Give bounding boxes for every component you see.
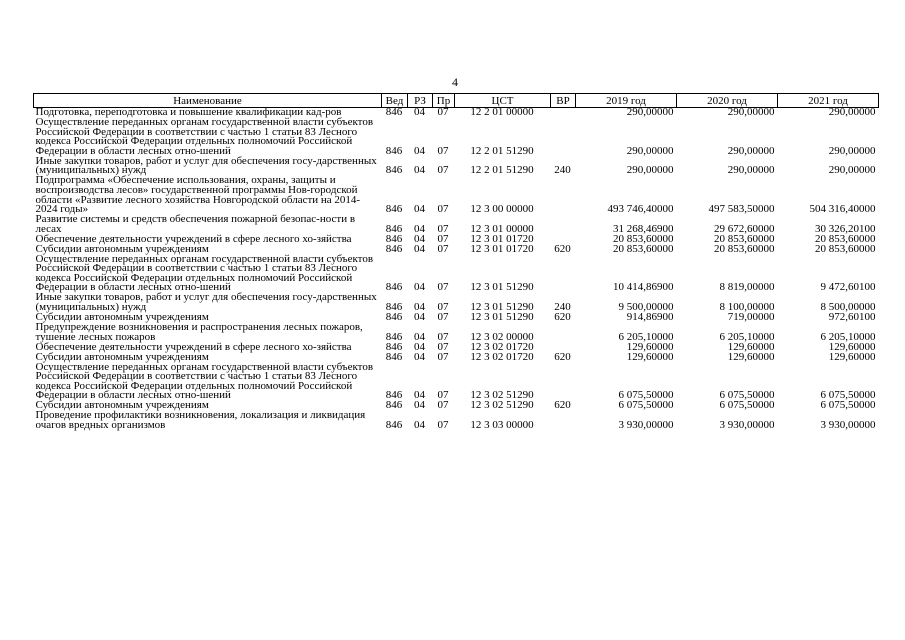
cell-cst: 12 3 01 51290 bbox=[470, 310, 534, 323]
cell-2020: 6 075,50000 bbox=[719, 389, 775, 402]
cell-2019: 129,60000 bbox=[626, 350, 674, 363]
cell-2020: 497 583,50000 bbox=[708, 203, 775, 216]
cell-2021: 6 075,50000 bbox=[820, 389, 876, 402]
cell-pr: 07 bbox=[437, 399, 449, 412]
cell-ved: 846 bbox=[385, 232, 403, 245]
cell-vr bbox=[551, 176, 576, 215]
cell-pr: 07 bbox=[437, 340, 449, 353]
cell-pr: 07 bbox=[437, 389, 449, 402]
cell-name: Обеспечение деятельности учреждений в сфере лесного хо-зяйства bbox=[35, 232, 352, 245]
cell-2021: 290,00000 bbox=[828, 106, 876, 118]
header-pr: Пр bbox=[433, 94, 455, 108]
cell-name: Осуществление переданных органам государственной власти субъектов Российской Федерации в соответствии с частью 1 статьи 83 Лесного кодекса Российской Федерации отдельных полномочий Российской Федерации в области лесных отно-шений bbox=[35, 252, 374, 294]
cell-2020: 719,00000 bbox=[727, 310, 775, 323]
cell-name: Проведение профилактики возникновения, локализация и ликвидация очагов вредных организмов bbox=[35, 409, 366, 431]
cell-name: Подпрограмма «Обеспечение использования, охраны, защиты и воспроизводства лесов» государственной программы Нов-городской области «Развитие лесного хозяйства Новгородской области на 2014-2024 годы» bbox=[35, 174, 361, 216]
cell-2021: 972,60100 bbox=[828, 310, 876, 323]
cell-2020: 290,00000 bbox=[727, 144, 775, 157]
cell-ved: 846 bbox=[385, 399, 403, 412]
cell-2021: 3 930,00000 bbox=[820, 418, 876, 431]
cell-pr: 07 bbox=[437, 281, 449, 294]
cell-2020: 20 853,60000 bbox=[714, 242, 775, 255]
cell-cst: 12 3 00 00000 bbox=[470, 203, 534, 216]
cell-2021: 290,00000 bbox=[828, 164, 876, 177]
cell-2021: 9 472,60100 bbox=[820, 281, 876, 294]
cell-2019: 6 205,10000 bbox=[618, 330, 674, 343]
header-cst: ЦСТ bbox=[455, 94, 551, 108]
cell-vr: 620 bbox=[554, 242, 571, 255]
cell-rz: 04 bbox=[414, 242, 425, 255]
cell-ved: 846 bbox=[385, 222, 403, 235]
cell-rz: 04 bbox=[414, 310, 425, 323]
cell-2020: 20 853,60000 bbox=[714, 232, 775, 245]
table-row bbox=[34, 118, 879, 157]
cell-vr bbox=[551, 118, 576, 157]
cell-2019: 129,60000 bbox=[626, 340, 674, 353]
cell-pr: 07 bbox=[437, 310, 449, 323]
cell-vr: 620 bbox=[554, 310, 571, 323]
cell-cst: 12 3 03 00000 bbox=[470, 418, 534, 431]
table-row bbox=[34, 255, 879, 294]
cell-2019: 493 746,40000 bbox=[607, 203, 674, 216]
cell-name: Иные закупки товаров, работ и услуг для обеспечения госу-дарственных (муниципальных) нужд bbox=[35, 154, 377, 177]
cell-vr: 620 bbox=[554, 399, 571, 412]
page-number: 4 bbox=[452, 75, 458, 89]
cell-rz: 04 bbox=[414, 418, 425, 431]
cell-2019: 290,00000 bbox=[626, 144, 674, 157]
cell-pr: 07 bbox=[437, 330, 449, 343]
cell-rz: 04 bbox=[414, 281, 425, 294]
cell-ved: 846 bbox=[385, 144, 403, 157]
table-row bbox=[34, 363, 879, 402]
cell-vr: 620 bbox=[554, 350, 571, 363]
cell-cst: 12 3 01 51290 bbox=[470, 301, 534, 313]
table-row bbox=[34, 215, 879, 235]
cell-2021: 6 205,10000 bbox=[820, 330, 876, 343]
cell-2021: 290,00000 bbox=[828, 144, 876, 157]
cell-pr: 07 bbox=[437, 418, 449, 431]
cell-2019: 20 853,60000 bbox=[613, 242, 674, 255]
cell-rz: 04 bbox=[414, 350, 425, 363]
cell-name: Субсидии автономным учреждениям bbox=[35, 310, 209, 323]
cell-ved: 846 bbox=[385, 389, 403, 402]
cell-cst: 12 3 02 00000 bbox=[470, 330, 534, 343]
cell-name: Субсидии автономным учреждениям bbox=[35, 399, 209, 412]
cell-2019: 290,00000 bbox=[626, 106, 674, 118]
cell-rz: 04 bbox=[414, 106, 425, 118]
cell-cst: 12 3 02 51290 bbox=[470, 389, 534, 402]
cell-vr bbox=[551, 215, 576, 235]
cell-pr: 07 bbox=[437, 106, 449, 118]
cell-ved: 846 bbox=[385, 301, 403, 313]
cell-2021: 129,60000 bbox=[828, 350, 876, 363]
cell-2019: 290,00000 bbox=[626, 164, 674, 177]
cell-2019: 10 414,86900 bbox=[613, 281, 674, 294]
cell-name: Осуществление переданных органам государственной власти субъектов Российской Федерации в соответствии с частью 1 статьи 83 Лесного кодекса Российской Федерации отдельных полномочий Российской Федерации в области лесных отно-шений bbox=[35, 360, 374, 402]
cell-2020: 290,00000 bbox=[727, 164, 775, 177]
cell-pr: 07 bbox=[437, 301, 449, 313]
cell-2019: 6 075,50000 bbox=[618, 389, 674, 402]
cell-pr: 07 bbox=[437, 144, 449, 157]
cell-rz: 04 bbox=[414, 340, 425, 353]
cell-ved: 846 bbox=[385, 164, 403, 177]
cell-2020: 8 100,00000 bbox=[719, 301, 775, 313]
cell-name: Развитие системы и средств обеспечения пожарной безопас-ности в лесах bbox=[35, 213, 356, 235]
cell-2020: 29 672,60000 bbox=[714, 222, 775, 235]
cell-vr: 240 bbox=[554, 301, 571, 313]
cell-2020: 290,00000 bbox=[727, 106, 775, 118]
cell-vr: 240 bbox=[554, 164, 571, 177]
cell-2019: 6 075,50000 bbox=[618, 399, 674, 412]
cell-pr: 07 bbox=[437, 232, 449, 245]
cell-vr bbox=[551, 255, 576, 294]
cell-pr: 07 bbox=[437, 203, 449, 216]
cell-2021: 20 853,60000 bbox=[815, 232, 876, 245]
cell-name: Иные закупки товаров, работ и услуг для обеспечения госу-дарственных (муниципальных) нужд bbox=[35, 291, 377, 313]
cell-ved: 846 bbox=[385, 281, 403, 294]
header-rz: РЗ bbox=[408, 94, 433, 108]
cell-2019: 20 853,60000 bbox=[613, 232, 674, 245]
cell-name: Осуществление переданных органам государственной власти субъектов Российской Федерации в соответствии с частью 1 статьи 83 Лесного кодекса Российской Федерации отдельных полномочий Российской Федерации в области лесных отно-шений bbox=[35, 115, 374, 157]
cell-2021: 129,60000 bbox=[828, 340, 876, 353]
cell-ved: 846 bbox=[385, 330, 403, 343]
table-row bbox=[34, 176, 879, 215]
cell-pr: 07 bbox=[437, 242, 449, 255]
cell-ved: 846 bbox=[385, 340, 403, 353]
cell-rz: 04 bbox=[414, 203, 425, 216]
cell-vr bbox=[551, 363, 576, 402]
cell-pr: 07 bbox=[437, 164, 449, 177]
cell-2019: 9 500,00000 bbox=[618, 301, 674, 313]
cell-name: Субсидии автономным учреждениям bbox=[35, 350, 209, 363]
header-name: Наименование bbox=[34, 94, 382, 108]
cell-cst: 12 2 01 51290 bbox=[470, 164, 534, 177]
cell-rz: 04 bbox=[414, 330, 425, 343]
header-ved: Вед bbox=[382, 94, 408, 108]
cell-2021: 504 316,40000 bbox=[809, 203, 876, 216]
cell-2020: 8 819,00000 bbox=[719, 281, 775, 294]
cell-ved: 846 bbox=[385, 242, 403, 255]
header-2021: 2021 год bbox=[778, 94, 879, 108]
table-row bbox=[34, 411, 879, 431]
cell-pr: 07 bbox=[437, 350, 449, 363]
cell-cst: 12 2 01 00000 bbox=[470, 106, 534, 118]
cell-vr bbox=[551, 411, 576, 431]
cell-rz: 04 bbox=[414, 232, 425, 245]
cell-rz: 04 bbox=[414, 144, 425, 157]
cell-ved: 846 bbox=[385, 106, 403, 118]
cell-cst: 12 3 01 51290 bbox=[470, 281, 534, 294]
budget-table bbox=[33, 93, 879, 431]
cell-rz: 04 bbox=[414, 399, 425, 412]
cell-ved: 846 bbox=[385, 310, 403, 323]
cell-2021: 8 500,00000 bbox=[820, 301, 876, 313]
cell-2021: 30 326,20100 bbox=[815, 222, 876, 235]
cell-cst: 12 3 01 01720 bbox=[470, 232, 534, 245]
header-2020: 2020 год bbox=[677, 94, 778, 108]
cell-vr bbox=[551, 108, 576, 118]
cell-2020: 6 075,50000 bbox=[719, 399, 775, 412]
cell-rz: 04 bbox=[414, 164, 425, 177]
cell-cst: 12 3 02 51290 bbox=[470, 399, 534, 412]
cell-name: Подготовка, переподготовка и повышение квалификации кад-ров bbox=[35, 106, 342, 118]
cell-ved: 846 bbox=[385, 418, 403, 431]
cell-cst: 12 3 01 01720 bbox=[470, 242, 534, 255]
header-2019: 2019 год bbox=[576, 94, 677, 108]
cell-2020: 3 930,00000 bbox=[719, 418, 775, 431]
cell-2021: 20 853,60000 bbox=[815, 242, 876, 255]
cell-2019: 914,86900 bbox=[626, 310, 674, 323]
header-vr: ВР bbox=[551, 94, 576, 108]
cell-2019: 31 268,46900 bbox=[613, 222, 674, 235]
cell-cst: 12 3 02 01720 bbox=[470, 350, 534, 363]
cell-cst: 12 3 02 01720 bbox=[470, 340, 534, 353]
cell-2020: 129,60000 bbox=[727, 350, 775, 363]
cell-cst: 12 2 01 51290 bbox=[470, 144, 534, 157]
cell-ved: 846 bbox=[385, 350, 403, 363]
cell-rz: 04 bbox=[414, 222, 425, 235]
cell-vr bbox=[551, 323, 576, 343]
cell-2021: 6 075,50000 bbox=[820, 399, 876, 412]
cell-rz: 04 bbox=[414, 389, 425, 402]
cell-2020: 129,60000 bbox=[727, 340, 775, 353]
cell-pr: 07 bbox=[437, 222, 449, 235]
cell-cst: 12 3 01 00000 bbox=[470, 222, 534, 235]
cell-name: Обеспечение деятельности учреждений в сфере лесного хо-зяйства bbox=[35, 340, 352, 353]
cell-2020: 6 205,10000 bbox=[719, 330, 775, 343]
cell-name: Предупреждение возникновения и распространения лесных пожаров, тушение лесных пожаров bbox=[35, 320, 363, 343]
cell-rz: 04 bbox=[414, 301, 425, 313]
table-row bbox=[34, 323, 879, 343]
cell-name: Субсидии автономным учреждениям bbox=[35, 242, 209, 255]
cell-2019: 3 930,00000 bbox=[618, 418, 674, 431]
cell-ved: 846 bbox=[385, 203, 403, 216]
